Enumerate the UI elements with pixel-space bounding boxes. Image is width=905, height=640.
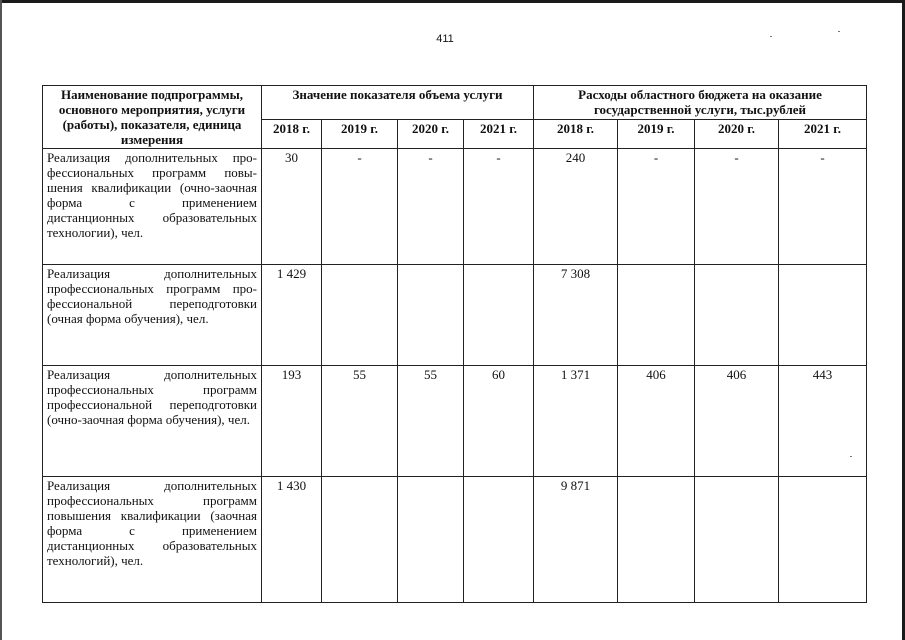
- expense-cell: 7 308: [534, 265, 618, 366]
- expense-cell: 240: [534, 149, 618, 265]
- header-expense-group: Расходы областного бюджета на оказание государственной услуги, тыс.рублей: [534, 86, 867, 120]
- volume-cell: 55: [398, 366, 464, 477]
- expense-cell: [618, 477, 695, 603]
- expense-cell: [695, 265, 779, 366]
- row-name: Реализация дополнительных профессиональных программ повышения квалификации (очно-заочная форма с применением дистанционных образовательных технологии), чел.: [43, 149, 262, 265]
- header-row: [43, 86, 867, 120]
- volume-cell: [322, 477, 398, 603]
- volume-cell: [464, 477, 534, 603]
- header-year: 2018 г.: [262, 119, 322, 148]
- header-year: 2019 г.: [322, 119, 398, 148]
- volume-cell: [322, 265, 398, 366]
- expense-cell: 443: [779, 366, 867, 477]
- volume-cell: 1 430: [262, 477, 322, 603]
- row-name: Реализация дополнительных профессиональных программ профессиональной переподготовки (очно-заочная форма обучения), чел.: [43, 366, 262, 477]
- header-year: 2021 г.: [464, 119, 534, 148]
- volume-cell: 60: [464, 366, 534, 477]
- expense-cell: 406: [618, 366, 695, 477]
- header-year: 2020 г.: [398, 119, 464, 148]
- expense-cell: -: [779, 149, 867, 265]
- scan-edge-left: [0, 0, 2, 640]
- expense-cell: [695, 477, 779, 603]
- table-row: [43, 265, 867, 366]
- header-year: 2020 г.: [695, 119, 779, 148]
- volume-cell: 55: [322, 366, 398, 477]
- volume-cell: [398, 265, 464, 366]
- expense-cell: [779, 265, 867, 366]
- table-row: [43, 149, 867, 265]
- expense-cell: -: [618, 149, 695, 265]
- row-name: Реализация дополнительных профессиональных программ профессиональной переподготовки (очная форма обучения), чел.: [43, 265, 262, 366]
- volume-cell: -: [464, 149, 534, 265]
- scan-speck: [838, 31, 840, 32]
- budget-table: [42, 85, 867, 603]
- expense-cell: [779, 477, 867, 603]
- volume-cell: 30: [262, 149, 322, 265]
- page-number: 411: [436, 33, 454, 45]
- volume-cell: -: [398, 149, 464, 265]
- volume-cell: 193: [262, 366, 322, 477]
- expense-cell: 406: [695, 366, 779, 477]
- header-year: 2018 г.: [534, 119, 618, 148]
- volume-cell: 1 429: [262, 265, 322, 366]
- volume-cell: [398, 477, 464, 603]
- expense-cell: 1 371: [534, 366, 618, 477]
- volume-cell: -: [322, 149, 398, 265]
- volume-cell: [464, 265, 534, 366]
- expense-cell: -: [695, 149, 779, 265]
- header-name-column: Наименование подпрограммы, основного мероприятия, услуги (работы), показателя, единица измерения: [43, 86, 262, 149]
- table-row: [43, 366, 867, 477]
- header-year: 2019 г.: [618, 119, 695, 148]
- row-name: Реализация дополнительных профессиональных программ повышения квалификации (заочная форма с применением дистанционных образовательных технологий), чел.: [43, 477, 262, 603]
- table-row: [43, 477, 867, 603]
- header-volume-group: Значение показателя объема услуги: [262, 86, 534, 120]
- expense-cell: [618, 265, 695, 366]
- expense-cell: 9 871: [534, 477, 618, 603]
- scan-edge-top: [0, 0, 905, 3]
- header-year: 2021 г.: [779, 119, 867, 148]
